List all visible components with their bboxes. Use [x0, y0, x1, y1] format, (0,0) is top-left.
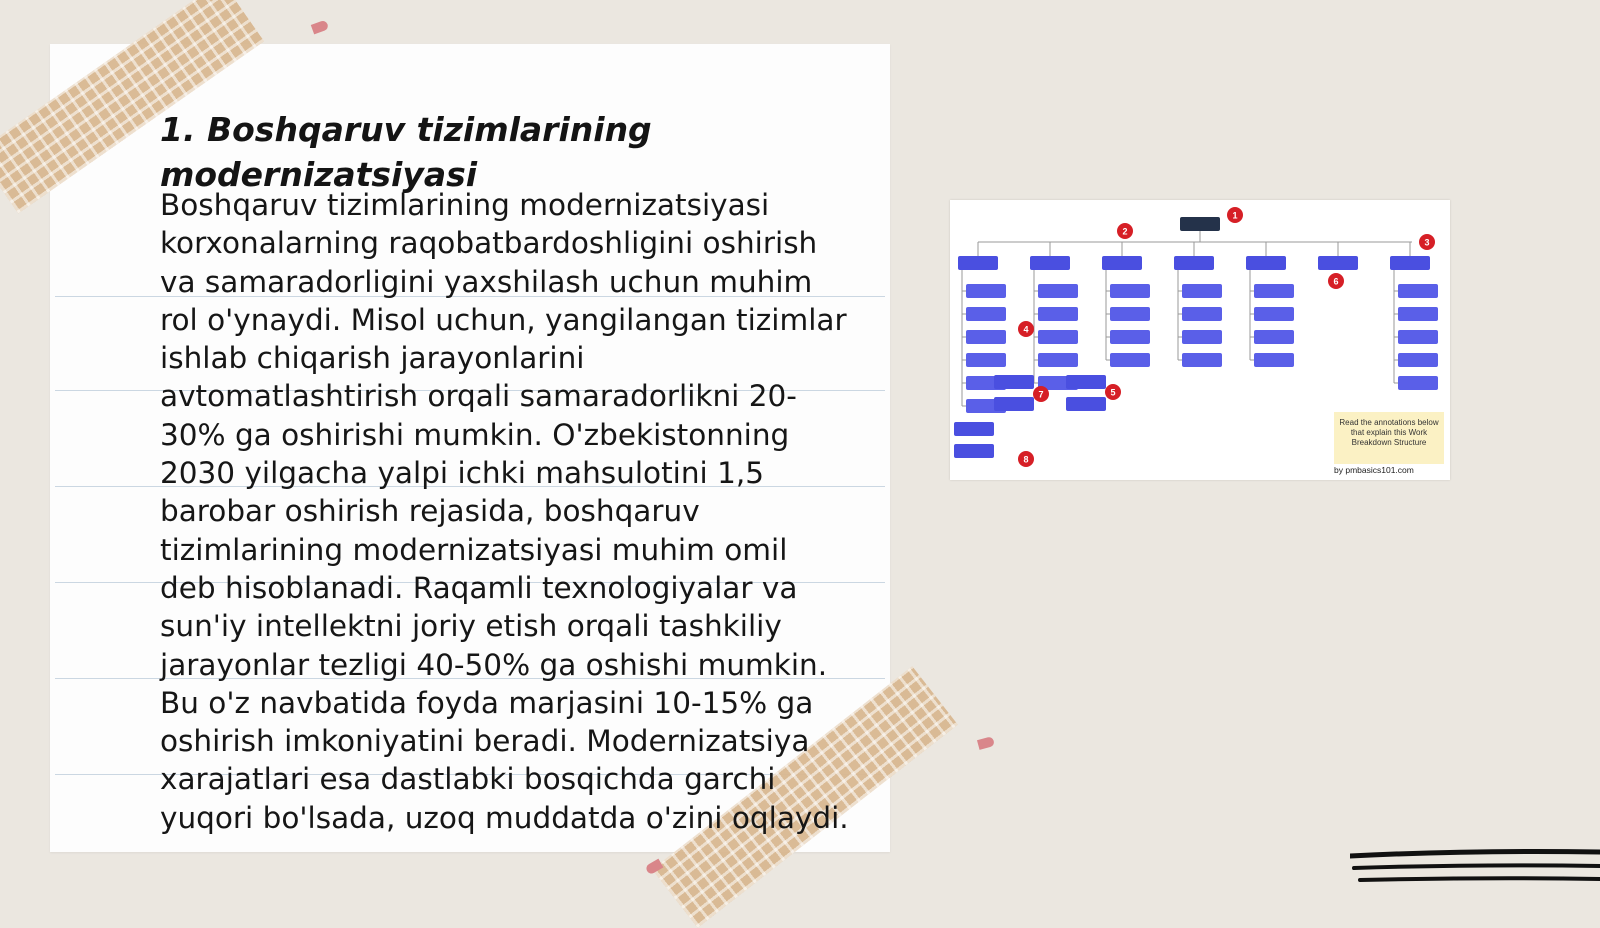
wbs-work-package — [966, 307, 1006, 321]
image-credit: by pmbasics101.com — [1334, 465, 1414, 475]
wbs-work-package — [1398, 307, 1438, 321]
wbs-work-package — [1254, 307, 1294, 321]
annotation-marker-label: 4 — [1023, 324, 1029, 335]
annotation-marker-label: 1 — [1232, 210, 1238, 221]
wbs-work-package — [1182, 284, 1222, 298]
pin-decoration — [977, 736, 995, 750]
wbs-work-package — [1398, 330, 1438, 344]
wbs-work-package — [1110, 307, 1150, 321]
wbs-work-package — [1038, 284, 1078, 298]
annotation-marker-label: 3 — [1424, 237, 1430, 248]
wbs-level1-node — [1246, 256, 1286, 270]
wbs-work-package — [1038, 307, 1078, 321]
wbs-work-package — [1066, 375, 1106, 389]
wbs-level1-node — [1174, 256, 1214, 270]
slide-title: 1. Boshqaruv tizimlarining modernizatsiyasi — [160, 110, 652, 194]
pin-decoration — [311, 20, 329, 35]
wbs-work-package — [1110, 330, 1150, 344]
brush-stroke-decoration — [1350, 846, 1600, 890]
wbs-work-package — [1110, 284, 1150, 298]
wbs-root-node — [1180, 217, 1220, 231]
wbs-work-package — [1398, 376, 1438, 390]
annotation-marker-label: 6 — [1333, 276, 1339, 287]
wbs-work-package — [994, 397, 1034, 411]
wbs-level1-node — [1318, 256, 1358, 270]
wbs-level1-node — [1390, 256, 1430, 270]
slide-body-text: Boshqaruv tizimlarining modernizatsiyasi korxonalarning raqobatbardoshligini oshirish va samaradorligini yaxshilash uchun muhim rol o'ynaydi. Misol uchun, yangilangan tizimlar ishlab chiqarish jarayonlarini avtomatlashtirish orqali samaradorlikni 20-30% ga oshirishi mumkin. O'zbekistonning 2030 yilgacha yalpi ichki mahsulotini 1,5 barobar oshirish rejasida, boshqaruv tizimlarining modernizatsiyasi muhim omil deb hisoblanadi. Raqamli texnologiyalar va sun'iy intellektni joriy etish orqali tashkiliy jarayonlar tezligi 40-50% ga oshishi mumkin. Bu o'z navbatida foyda marjasini 10-15% ga oshirish imkoniyatini beradi. Modernizatsiya xarajatlari esa dastlabki bosqichda garchi yuqori bo'lsada, uzoq muddatda o'zini oqlaydi. — [160, 188, 849, 835]
wbs-level1-node — [1030, 256, 1070, 270]
annotation-marker-label: 7 — [1038, 389, 1044, 400]
wbs-work-package — [994, 375, 1034, 389]
wbs-work-package — [1110, 353, 1150, 367]
wbs-work-package — [954, 422, 994, 436]
wbs-level1-node — [958, 256, 998, 270]
wbs-work-package — [966, 353, 1006, 367]
wbs-work-package — [1398, 284, 1438, 298]
wbs-work-package — [1398, 353, 1438, 367]
wbs-work-package — [1254, 330, 1294, 344]
wbs-work-package — [1066, 397, 1106, 411]
wbs-work-package — [1182, 307, 1222, 321]
wbs-work-package — [1038, 353, 1078, 367]
annotation-marker-label: 5 — [1110, 387, 1116, 398]
wbs-work-package — [1182, 330, 1222, 344]
wbs-work-package — [954, 444, 994, 458]
annotation-note: Read the annotations below that explain this Work Breakdown Structure — [1334, 412, 1444, 464]
wbs-work-package — [1254, 353, 1294, 367]
wbs-work-package — [966, 284, 1006, 298]
wbs-diagram-image — [950, 200, 1450, 480]
wbs-work-package — [966, 330, 1006, 344]
annotation-marker-label: 2 — [1122, 226, 1128, 237]
annotation-marker-label: 8 — [1023, 454, 1029, 465]
wbs-work-package — [1038, 330, 1078, 344]
wbs-work-package — [1182, 353, 1222, 367]
wbs-work-package — [1254, 284, 1294, 298]
wbs-level1-node — [1102, 256, 1142, 270]
